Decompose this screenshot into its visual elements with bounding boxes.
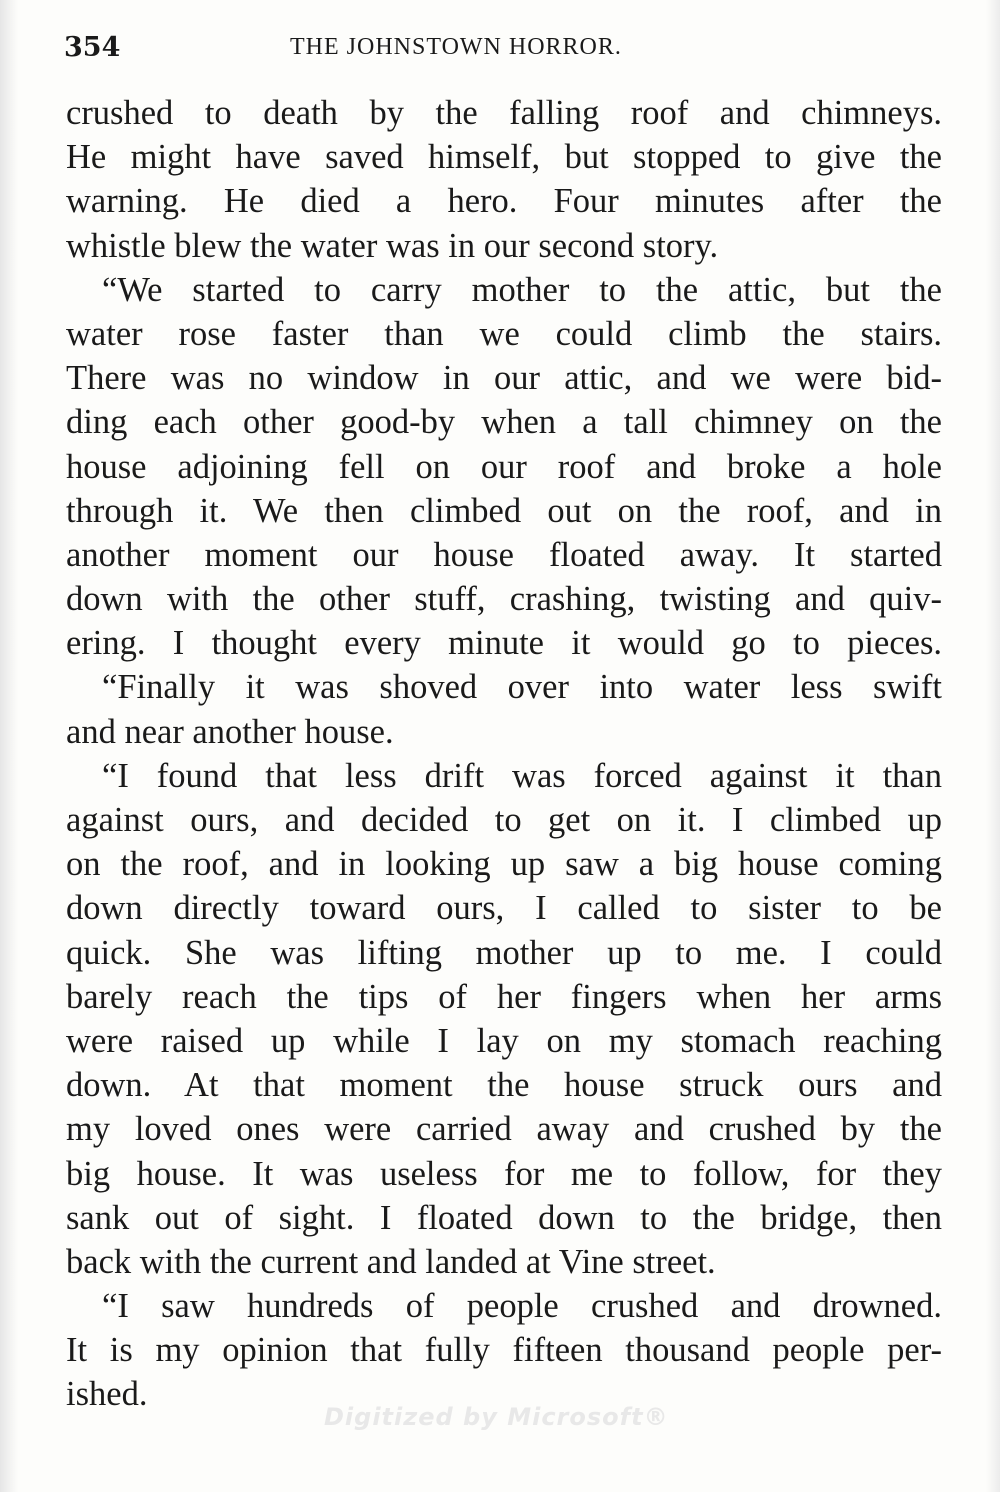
scan-edge-left <box>0 0 18 1492</box>
text-line: He might have saved himself, but stopped to give the <box>66 138 942 177</box>
text-line: water rose faster than we could climb the stairs. <box>66 314 942 353</box>
text-line: another moment our house floated away. It started <box>66 535 942 574</box>
text-line: “I saw hundreds of people crushed and drowned. <box>102 1287 942 1326</box>
text-line: There was no window in our attic, and we were bid- <box>66 359 942 398</box>
text-line: ished. <box>66 1375 148 1414</box>
scan-edge-right <box>986 0 1000 1492</box>
paragraph <box>66 1284 942 1417</box>
text-line: whistle blew the water was in our second story. <box>66 226 719 265</box>
text-line: big house. It was useless for me to follow, for they <box>66 1154 942 1193</box>
text-line: through it. We then climbed out on the roof, and in <box>66 491 942 530</box>
text-line: quick. She was lifting mother up to me. I could <box>66 933 942 972</box>
text-line: sank out of sight. I floated down to the bridge, then <box>66 1198 942 1237</box>
paragraph <box>66 268 942 666</box>
paragraph <box>66 91 942 268</box>
text-line: barely reach the tips of her fingers when her arms <box>66 977 942 1016</box>
text-line: back with the current and landed at Vine street. <box>66 1242 716 1281</box>
text-line: on the roof, and in looking up saw a big house coming <box>66 845 942 884</box>
text-line: “We started to carry mother to the attic, but the <box>102 270 942 309</box>
text-line: ding each other good-by when a tall chimney on the <box>66 403 942 442</box>
text-line: and near another house. <box>66 712 394 751</box>
text-line: down. At that moment the house struck ours and <box>66 1066 942 1105</box>
running-title: THE JOHNSTOWN HORROR. <box>290 34 622 60</box>
digitization-watermark: Digitized by Microsoft® <box>324 1403 669 1431</box>
text-line: crushed to death by the falling roof and chimneys. <box>66 94 942 132</box>
text-line: down directly toward ours, I called to sister to be <box>66 889 942 928</box>
text-line: against ours, and decided to get on it. I climbed up <box>66 801 942 839</box>
text-line: were raised up while I lay on my stomach reaching <box>66 1021 942 1060</box>
paragraph <box>66 754 942 1284</box>
text-line: “I found that less drift was forced against it than <box>102 756 942 795</box>
text-line: house adjoining fell on our roof and broke a hole <box>66 447 942 486</box>
page-number: 354 <box>64 32 121 63</box>
text-line: warning. He died a hero. Four minutes after the <box>66 182 942 221</box>
text-line: It is my opinion that fully fifteen thousand people per- <box>66 1331 942 1370</box>
text-line: “Finally it was shoved over into water less swift <box>102 668 942 707</box>
body-text <box>66 91 942 1417</box>
page-header <box>64 32 904 66</box>
text-line: my loved ones were carried away and crushed by the <box>66 1110 942 1149</box>
paragraph <box>66 665 942 753</box>
text-line: ering. I thought every minute it would go to pieces. <box>66 624 942 663</box>
text-line: down with the other stuff, crashing, twisting and quiv- <box>66 580 942 619</box>
